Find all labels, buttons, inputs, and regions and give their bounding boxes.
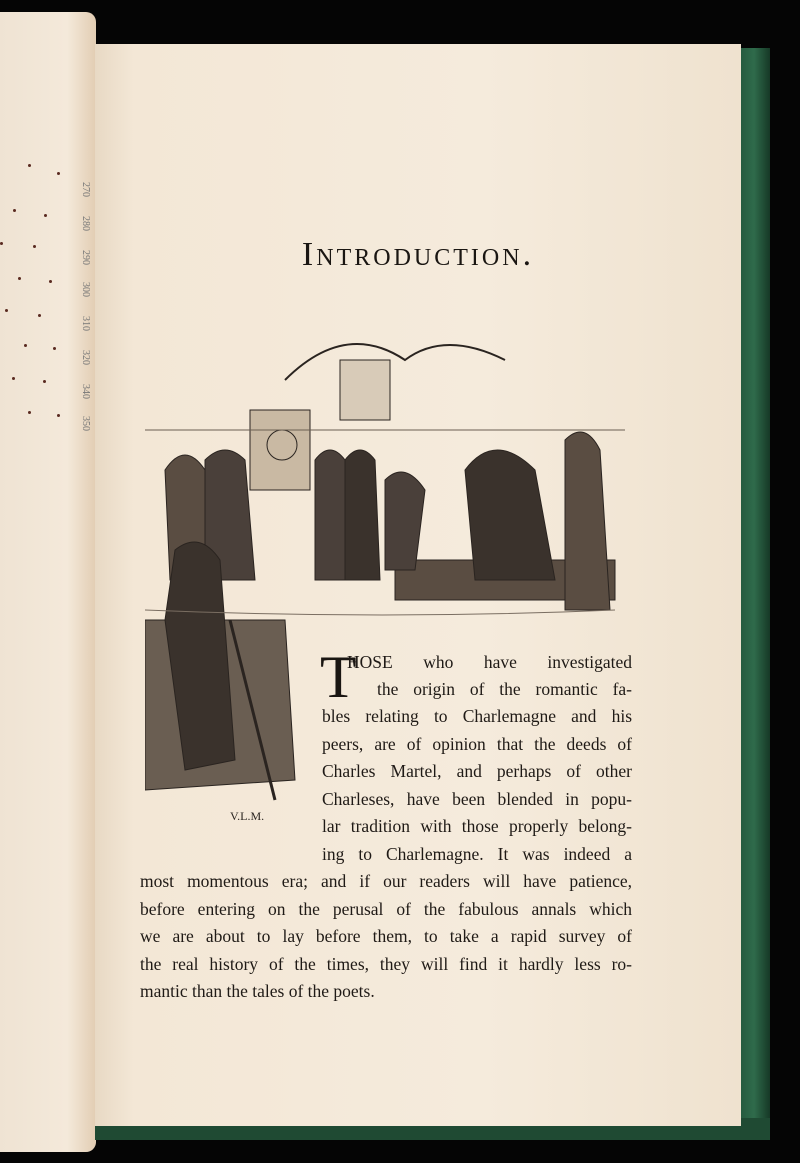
text-line: the real history of the times, they will find it hardly less ro-: [140, 954, 632, 974]
page-number: 310: [80, 316, 91, 331]
leader-dot: [49, 280, 52, 283]
leader-dot: [38, 314, 41, 317]
leader-dot: [57, 172, 60, 175]
page-number: 340: [80, 384, 91, 399]
leader-dot: [18, 277, 21, 280]
leader-dot: [53, 347, 56, 350]
leader-dot: [5, 309, 8, 312]
text-line: Charles Martel, and perhaps of other: [322, 761, 632, 781]
text-line: HOSE who have investigated: [347, 652, 632, 672]
leader-dot: [12, 377, 15, 380]
left-page: [0, 12, 96, 1152]
text-line: most momentous era; and if our readers will have patience,: [140, 871, 632, 891]
text-line: lar tradition with those properly belong-: [322, 816, 632, 836]
drop-cap: T: [320, 644, 357, 710]
text-line: mantic than the tales of the poets.: [140, 981, 375, 1001]
leader-dot: [57, 414, 60, 417]
text-line: we are about to lay before them, to take a rapid survey of: [140, 926, 632, 946]
page-title: Introduction.: [301, 236, 535, 273]
page-number: 280: [80, 216, 91, 231]
page-number: 300: [80, 282, 91, 297]
text-line: ing to Charlemagne. It was indeed a: [322, 844, 632, 864]
page-number: 320: [80, 350, 91, 365]
leader-dot: [28, 164, 31, 167]
leader-dot: [33, 245, 36, 248]
illustration-signature: V.L.M.: [230, 809, 265, 823]
text-line: the origin of the romantic fa-: [377, 679, 632, 699]
page-number: 350: [80, 416, 91, 431]
text-line: bles relating to Charlemagne and his: [322, 706, 632, 726]
text-line: before entering on the perusal of the fabulous annals which: [140, 899, 632, 919]
leader-dot: [13, 209, 16, 212]
page-number: 290: [80, 250, 91, 265]
text-line: peers, are of opinion that the deeds of: [322, 734, 632, 754]
leader-dot: [44, 214, 47, 217]
leader-dot: [28, 411, 31, 414]
right-page: [95, 44, 741, 1126]
leader-dot: [24, 344, 27, 347]
leader-dot: [43, 380, 46, 383]
text-line: Charleses, have been blended in popu-: [322, 789, 632, 809]
page-number: 270: [80, 182, 91, 197]
leader-dot: [0, 242, 3, 245]
